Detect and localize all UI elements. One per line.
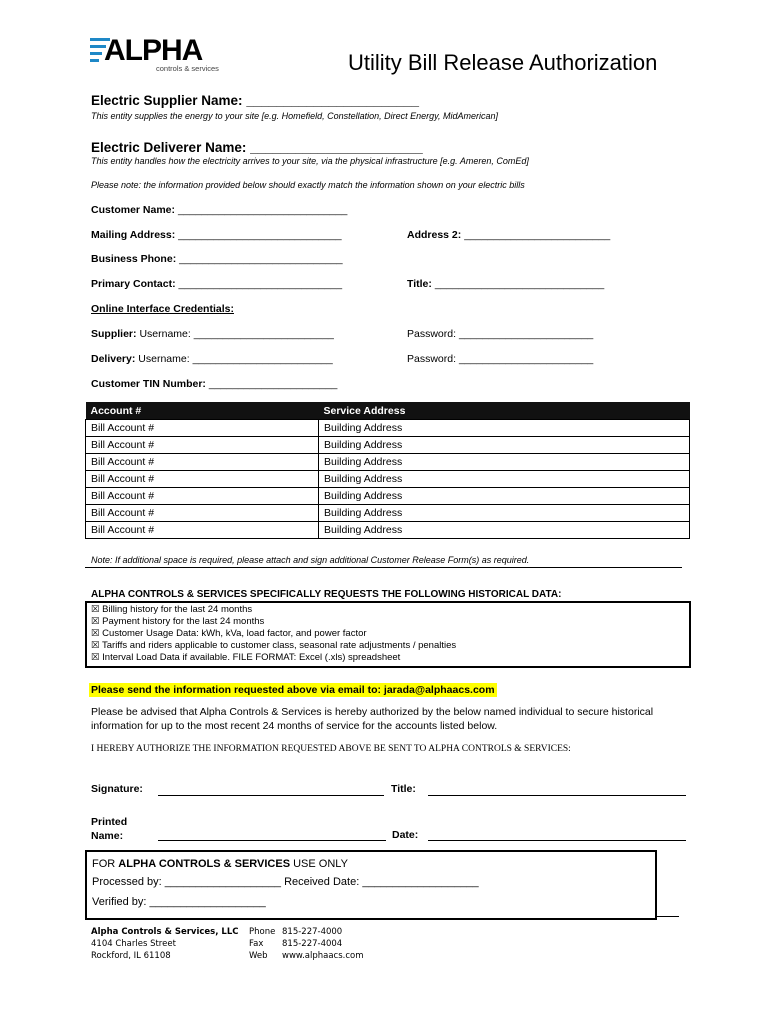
authorization-statement: I HEREBY AUTHORIZE THE INFORMATION REQUESTED ABOVE BE SENT TO ALPHA CONTROLS & SERVICES: (91, 744, 571, 754)
account-column-header: Account # (86, 402, 319, 420)
credentials-heading: Online Interface Credentials: (91, 303, 234, 315)
list-item[interactable]: ☒ Billing history for the last 24 months (91, 604, 253, 615)
service-address-column-header: Service Address (319, 402, 690, 420)
date-line[interactable] (428, 840, 686, 841)
supplier-username-field[interactable]: Supplier: Username: ________________________ (91, 328, 334, 340)
list-item[interactable]: ☒ Customer Usage Data: kWh, kVa, load factor, and power factor (91, 628, 367, 639)
tin-field[interactable]: Customer TIN Number: ______________________ (91, 378, 338, 390)
customer-name-field[interactable]: Customer Name: _____________________________ (91, 204, 348, 216)
page-title: Utility Bill Release Authorization (348, 50, 658, 75)
signer-title-line[interactable] (428, 795, 686, 796)
list-item[interactable]: ☒ Payment history for the last 24 months (91, 616, 265, 627)
accounts-table (85, 402, 690, 539)
footer-address: Alpha Controls & Services, LLC 4104 Charles Street Rockford, IL 61108 (91, 927, 239, 961)
supplier-note: This entity supplies the energy to your site [e.g. Homefield, Constellation, Direct Energy, MidAmerican] (91, 111, 499, 121)
table-row[interactable]: Bill Account # Building Address (86, 522, 690, 539)
footer-web-link[interactable]: www.alphaacs.com (282, 951, 364, 961)
mailing-address-field[interactable]: Mailing Address: ____________________________ (91, 229, 342, 241)
checkbox-checked-icon[interactable]: ☒ (91, 604, 100, 615)
checkbox-checked-icon[interactable]: ☒ (91, 640, 100, 651)
table-header-row (86, 402, 690, 420)
footer-contact-values (282, 926, 364, 962)
table-row[interactable]: Bill Account # Building Address (86, 471, 690, 488)
office-use-box (85, 850, 657, 920)
address2-field[interactable]: Address 2: _________________________ (407, 229, 611, 241)
logo-subtext: controls & services (156, 64, 219, 73)
footer-phone: 815-227-4000 (282, 927, 343, 937)
supplier-name-field: Electric Supplier Name: _______________________ (91, 93, 420, 108)
table-row[interactable]: Bill Account # Building Address (86, 437, 690, 454)
delivery-password-field[interactable]: Password: _______________________ (407, 353, 594, 365)
delivery-username-field[interactable]: Delivery: Username: ________________________ (91, 353, 333, 365)
office-use-heading: FOR ALPHA CONTROLS & SERVICES USE ONLY (92, 858, 348, 870)
primary-contact-field[interactable]: Primary Contact: ____________________________ (91, 278, 343, 290)
received-date-field[interactable]: Received Date: ___________________ (284, 876, 479, 888)
historical-data-box (85, 601, 691, 668)
verified-by-field[interactable]: Verified by: ___________________ (92, 896, 266, 908)
table-row[interactable]: Bill Account # Building Address (86, 505, 690, 522)
checkbox-checked-icon[interactable]: ☒ (91, 652, 100, 663)
deliverer-name-field: Electric Deliverer Name: _______________________ (91, 140, 423, 155)
checkbox-checked-icon[interactable]: ☒ (91, 616, 100, 627)
printed-name-line[interactable] (158, 840, 386, 841)
supplier-password-field[interactable]: Password: _______________________ (407, 328, 594, 340)
signature-line[interactable] (158, 795, 384, 796)
contact-title-field[interactable]: Title: _____________________________ (407, 278, 605, 290)
email-request: Please send the information requested above via email to: jarada@alphaacs.com (91, 684, 495, 696)
list-item[interactable]: ☒ Interval Load Data if available. FILE FORMAT: Excel (.xls) spreadsheet (91, 652, 401, 663)
please-note: Please note: the information provided below should exactly match the information shown on your electric bills (91, 180, 525, 190)
list-item[interactable]: ☒ Tariffs and riders applicable to customer class, seasonal rate adjustments / penalties (91, 640, 457, 651)
logo-text: ALPHA (104, 34, 203, 67)
footer-contact-labels: Phone Fax Web (249, 927, 276, 961)
checkbox-checked-icon[interactable]: ☒ (91, 628, 100, 639)
processed-by-field[interactable]: Processed by: ___________________ Received Date: ___________________ (92, 876, 479, 888)
signature-label: Signature: (91, 783, 143, 795)
table-row[interactable]: Bill Account # Building Address (86, 488, 690, 505)
divider (655, 916, 679, 917)
company-logo (90, 36, 230, 76)
divider (85, 567, 682, 568)
advisory-paragraph: Please be advised that Alpha Controls & Services is hereby authorized by the below named individual to secure historical information for up to the most recent 24 months of service for the accounts listed below. (91, 706, 654, 732)
printed-name-label: Printed Name: (91, 816, 128, 842)
table-row[interactable]: Bill Account # Building Address (86, 420, 690, 437)
date-label: Date: (392, 829, 419, 841)
signer-title-label: Title: (391, 783, 416, 795)
table-row[interactable]: Bill Account # Building Address (86, 454, 690, 471)
table-note: Note: If additional space is required, please attach and sign additional Customer Release Form(s) as required. (91, 555, 530, 565)
business-phone-field[interactable]: Business Phone: ____________________________ (91, 253, 343, 265)
historical-heading: ALPHA CONTROLS & SERVICES SPECIFICALLY REQUESTS THE FOLLOWING HISTORICAL DATA: (91, 589, 562, 600)
deliverer-note: This entity handles how the electricity arrives to your site, via the physical infrastructure [e.g. Ameren, ComEd] (91, 156, 529, 166)
footer-fax: 815-227-4004 (282, 939, 343, 949)
